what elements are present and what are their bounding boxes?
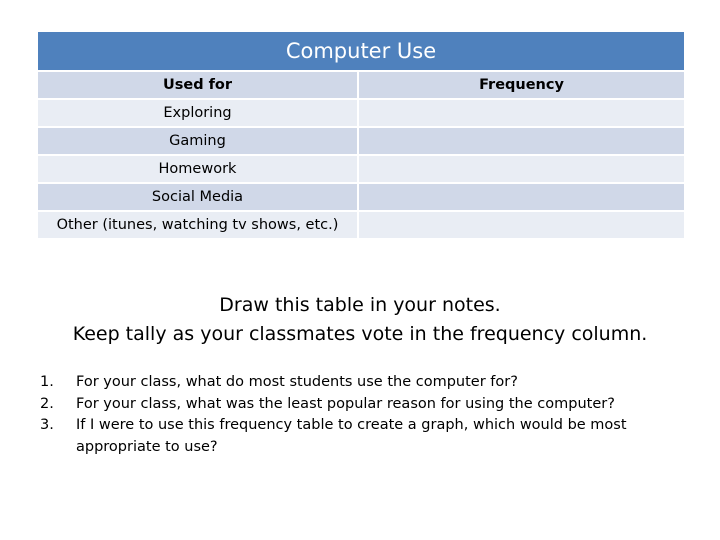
column-header-used-for: Used for [37, 71, 358, 99]
question-item [40, 372, 670, 394]
table-row [37, 183, 685, 211]
table-row [37, 127, 685, 155]
frequency-cell [358, 127, 685, 155]
frequency-cell [358, 99, 685, 127]
instructions [0, 291, 720, 349]
frequency-cell [358, 155, 685, 183]
question-text: For your class, what was the least popular reason for using the computer? [76, 395, 615, 412]
frequency-cell [358, 211, 685, 239]
question-number: 3. [40, 417, 54, 433]
table-title: Computer Use [37, 31, 685, 71]
instruction-line-2: Keep tally as your classmates vote in the frequency column. [72, 323, 648, 345]
used-for-cell: Social Media [37, 183, 358, 211]
question-number: 1. [40, 374, 54, 390]
computer-use-table [36, 30, 686, 240]
used-for-cell: Gaming [37, 127, 358, 155]
question-item [40, 415, 670, 458]
frequency-cell [358, 183, 685, 211]
used-for-cell: Homework [37, 155, 358, 183]
question-list [40, 372, 670, 458]
question-item [40, 394, 670, 416]
question-text: For your class, what do most students use the computer for? [76, 374, 518, 390]
table-header-row [37, 71, 685, 99]
table-row [37, 155, 685, 183]
table-row [37, 211, 685, 239]
instruction-line-1: Draw this table in your notes. [219, 294, 501, 316]
question-text: If I were to use this frequency table to create a graph, which would be most appropriate to use? [76, 417, 627, 455]
column-header-frequency: Frequency [358, 71, 685, 99]
table-row [37, 99, 685, 127]
used-for-cell: Other (itunes, watching tv shows, etc.) [37, 211, 358, 239]
used-for-cell: Exploring [37, 99, 358, 127]
question-number: 2. [40, 395, 54, 412]
